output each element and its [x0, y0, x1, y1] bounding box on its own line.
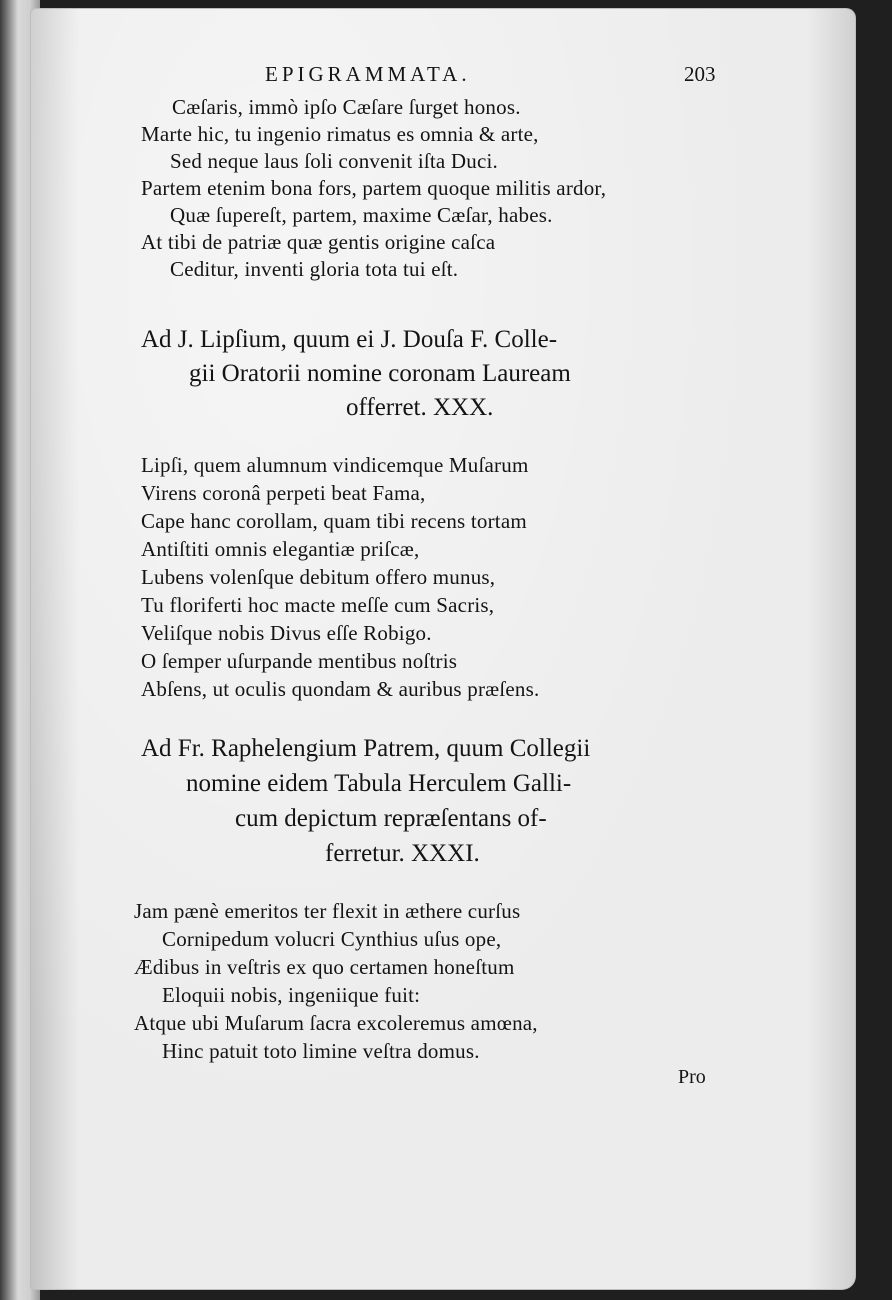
- poem-heading: cum depictum repræſentans of-: [235, 805, 547, 832]
- verse-line: Sed neque laus ſoli convenit iſta Duci.: [170, 149, 498, 173]
- poem-heading: nomine eidem Tabula Herculem Galli-: [186, 770, 572, 797]
- poem-heading: offerret. XXX.: [346, 394, 494, 421]
- verse-line: Cape hanc corollam, quam tibi recens tortam: [141, 509, 527, 533]
- page-number: 203: [684, 62, 716, 86]
- verse-line: Cæſaris, immò ipſo Cæſare ſurget honos.: [172, 95, 521, 119]
- poem-heading: gii Oratorii nomine coronam Lauream: [189, 360, 571, 387]
- catchword: Pro: [678, 1066, 706, 1088]
- verse-line: Virens coronâ perpeti beat Fama,: [141, 481, 426, 505]
- poem-heading: ferretur. XXXI.: [325, 840, 480, 867]
- poem-heading: Ad Fr. Raphelengium Patrem, quum Collegii: [141, 735, 591, 762]
- verse-line: Jam pænè emeritos ter flexit in æthere curſus: [134, 899, 521, 923]
- verse-line: At tibi de patriæ quæ gentis origine caſca: [141, 230, 496, 254]
- verse-line: Hinc patuit toto limine veſtra domus.: [162, 1039, 480, 1063]
- verse-line: Cornipedum volucri Cynthius uſus ope,: [162, 927, 502, 951]
- verse-line: Ceditur, inventi gloria tota tui eſt.: [170, 257, 459, 281]
- verse-line: Ædibus in veſtris ex quo certamen honeſtum: [134, 955, 515, 979]
- verse-line: Atque ubi Muſarum ſacra excoleremus amœna,: [134, 1011, 538, 1035]
- verse-line: Eloquii nobis, ingeniique fuit:: [162, 983, 421, 1007]
- verse-line: Marte hic, tu ingenio rimatus es omnia & arte,: [141, 122, 539, 146]
- verse-line: Tu floriferti hoc macte meſſe cum Sacris,: [141, 593, 495, 617]
- verse-line: Lipſi, quem alumnum vindicemque Muſarum: [141, 453, 529, 477]
- running-header: EPIGRAMMATA.: [265, 62, 471, 86]
- verse-line: Veliſque nobis Divus eſſe Robigo.: [141, 621, 432, 645]
- verse-line: O ſemper uſurpande mentibus noſtris: [141, 649, 458, 673]
- verse-line: Quæ ſupereſt, partem, maxime Cæſar, habes.: [170, 203, 553, 227]
- verse-line: Antiſtiti omnis elegantiæ priſcæ,: [141, 537, 420, 561]
- verse-line: Abſens, ut oculis quondam & auribus præſens.: [141, 677, 540, 701]
- verse-line: Lubens volenſque debitum offero munus,: [141, 565, 496, 589]
- poem-heading: Ad J. Lipſium, quum ei J. Douſa F. Colle-: [141, 326, 558, 353]
- verse-line: Partem etenim bona fors, partem quoque militis ardor,: [141, 176, 607, 200]
